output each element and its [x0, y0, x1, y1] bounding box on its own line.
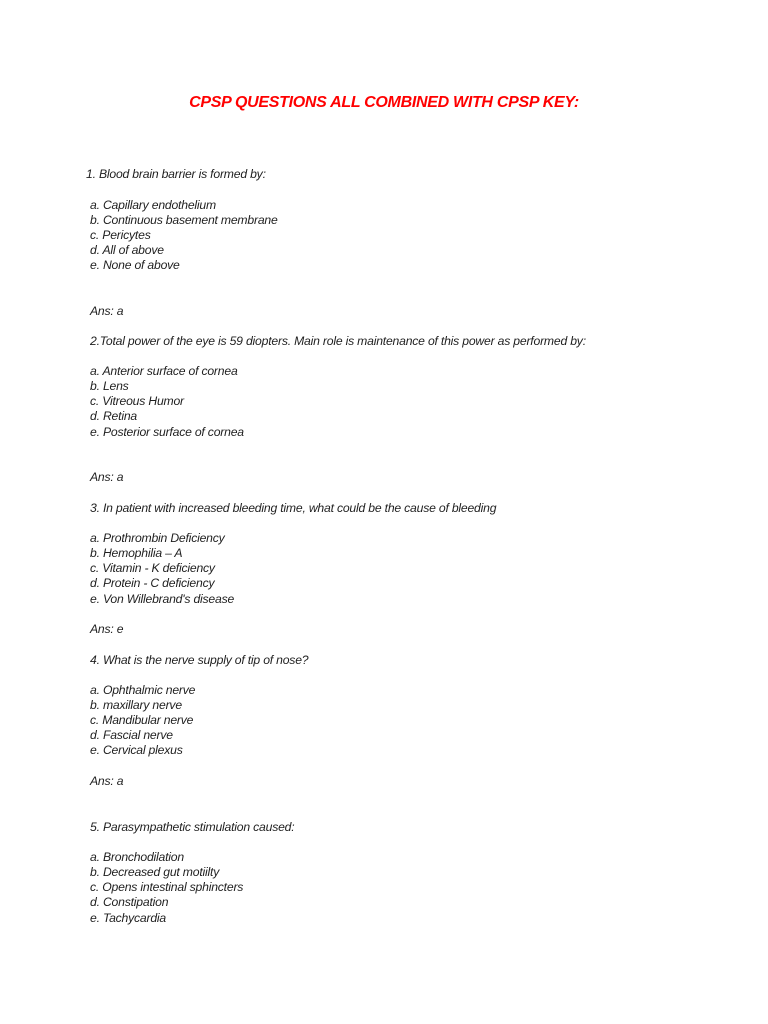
- question-1-answer: Ans: a: [90, 304, 124, 318]
- question-1-option-e: e. None of above: [90, 258, 180, 272]
- question-2-option-c: c. Vitreous Humor: [90, 394, 184, 408]
- question-5-option-c: c. Opens intestinal sphincters: [90, 880, 244, 894]
- question-4-option-c: c. Mandibular nerve: [90, 713, 194, 727]
- question-3-option-e: e. Von Willebrand's disease: [90, 592, 235, 606]
- question-4-option-a: a. Ophthalmic nerve: [90, 683, 196, 697]
- question-3-option-d: d. Protein - C deficiency: [90, 576, 215, 590]
- question-4-option-e: e. Cervical plexus: [90, 743, 183, 757]
- question-1-option-a: a. Capillary endothelium: [90, 198, 216, 212]
- question-3-option-c: c. Vitamin - K deficiency: [90, 561, 215, 575]
- question-2-answer: Ans: a: [90, 470, 124, 484]
- question-4-option-b: b. maxillary nerve: [90, 698, 182, 712]
- page-title: CPSP QUESTIONS ALL COMBINED WITH CPSP KEY:: [189, 94, 579, 111]
- question-2-prompt: 2.Total power of the eye is 59 diopters. Main role is maintenance of this power as performed by:: [90, 334, 586, 348]
- question-5-option-b: b. Decreased gut motiilty: [90, 865, 220, 879]
- question-5-option-e: e. Tachycardia: [90, 911, 167, 925]
- question-3-option-b: b. Hemophilia – A: [90, 546, 183, 560]
- question-2-option-d: d. Retina: [90, 409, 137, 423]
- question-4-prompt: 4. What is the nerve supply of tip of nose?: [90, 653, 309, 667]
- question-4-answer: Ans: a: [90, 774, 124, 788]
- question-5-prompt: 5. Parasympathetic stimulation caused:: [90, 820, 295, 834]
- question-2-option-a: a. Anterior surface of cornea: [90, 364, 238, 378]
- question-5-option-a: a. Bronchodilation: [90, 850, 184, 864]
- question-1-prompt: 1. Blood brain barrier is formed by:: [86, 167, 266, 181]
- question-2-option-e: e. Posterior surface of cornea: [90, 425, 244, 439]
- question-4-option-d: d. Fascial nerve: [90, 728, 173, 742]
- question-1-option-b: b. Continuous basement membrane: [90, 213, 278, 227]
- question-1-option-c: c. Pericytes: [90, 228, 151, 242]
- question-5-option-d: d. Constipation: [90, 895, 169, 909]
- question-3-answer: Ans: e: [90, 622, 124, 636]
- question-2-option-b: b. Lens: [90, 379, 129, 393]
- question-3-option-a: a. Prothrombin Deficiency: [90, 531, 225, 545]
- question-3-prompt: 3. In patient with increased bleeding time, what could be the cause of bleeding: [90, 501, 497, 515]
- question-1-option-d: d. All of above: [90, 243, 164, 257]
